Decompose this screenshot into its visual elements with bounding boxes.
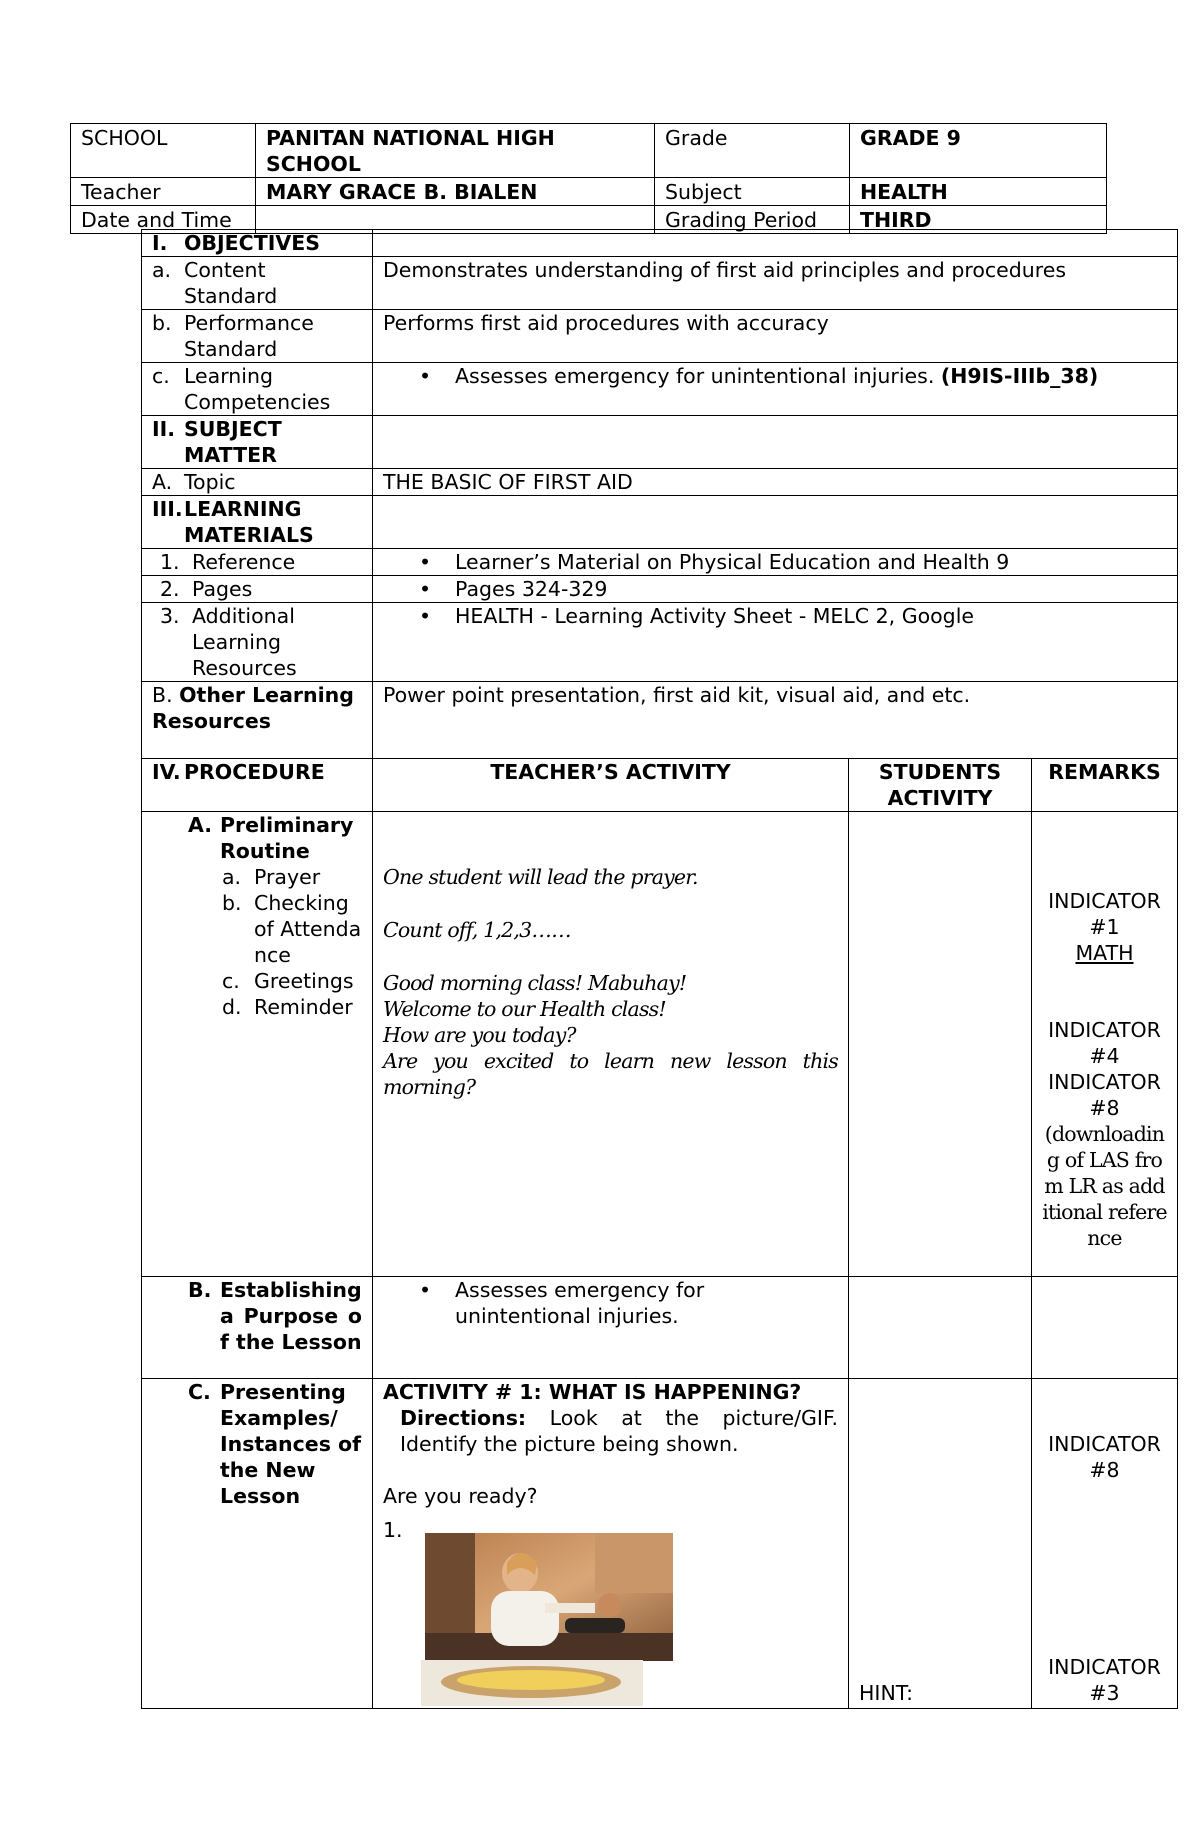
activity-directions: [383, 1405, 838, 1457]
section-b-title: Establishing a Purpose of the Lesson: [220, 1278, 362, 1354]
section-a-item: [222, 864, 362, 890]
remark-indicator-4: INDICATOR #4: [1048, 1018, 1161, 1068]
teacher-value: MARY GRACE B. BIALEN: [256, 178, 655, 206]
section-c-remarks: [1032, 1379, 1178, 1709]
section-a-item: [222, 994, 362, 1020]
section-c-label: [142, 1379, 373, 1709]
additional-value-text: • HEALTH - Learning Activity Sheet - MELC 2, Google: [455, 604, 975, 628]
section-c-num: C.: [188, 1380, 211, 1404]
section-c-title: Presenting Examples/ Instances of the New Lesson: [220, 1380, 362, 1508]
objectives-heading: [142, 230, 373, 257]
pages-label: [142, 576, 373, 603]
lesson-plan-table: [141, 229, 1178, 1709]
pages-value: [373, 576, 1178, 603]
school-value: PANITAN NATIONAL HIGH SCHOOL: [256, 124, 655, 178]
section-a-item-label: Reminder: [254, 995, 353, 1019]
subject-value: HEALTH: [850, 178, 1107, 206]
datetime-label: Date and Time: [71, 206, 256, 234]
subject-matter-text: SUBJECT MATTER: [184, 417, 282, 467]
additional-resources-value: [373, 603, 1178, 682]
remark-indicator-8-c: INDICATOR #8: [1048, 1432, 1161, 1482]
school-label: SCHOOL: [71, 124, 256, 178]
section-b-teacher-text: • Assesses emergency for unintentional injuries.: [455, 1278, 705, 1328]
content-standard-num: a.: [152, 258, 172, 282]
objectives-heading-text: OBJECTIVES: [184, 231, 320, 255]
section-c-teacher: [373, 1379, 849, 1709]
teacher-line: Count off, 1,2,3……: [383, 918, 571, 942]
section-a-items: [188, 864, 362, 1020]
header-table: [70, 123, 1107, 234]
section-b-remarks: [1032, 1277, 1178, 1379]
objectives-heading-num: I.: [152, 231, 168, 255]
bowl-photo: [421, 1660, 643, 1706]
teacher-line: Good morning class! Mabuhay!: [383, 971, 687, 995]
reference-num: 1.: [160, 550, 180, 574]
teacher-line: How are you today?: [383, 1023, 576, 1047]
subject-matter-blank: [373, 416, 1178, 469]
content-standard-label: [142, 257, 373, 310]
reference-text: Reference: [192, 550, 296, 574]
section-a-item-num: c.: [222, 969, 240, 993]
learning-materials-blank: [373, 496, 1178, 549]
section-a-item-num: b.: [222, 891, 242, 915]
section-a-item-label: Checking of Attendance: [254, 891, 362, 967]
content-standard-text: Content Standard: [184, 258, 278, 308]
remark-math: MATH: [1075, 941, 1134, 965]
kitchen-photo: [425, 1533, 673, 1661]
performance-standard-text: Performance Standard: [184, 311, 314, 361]
procedure-heading: [142, 759, 373, 812]
competencies-text-value: Assesses emergency for unintentional injuries.: [455, 364, 935, 388]
subject-label: Subject: [655, 178, 850, 206]
teacher-line: Are you excited to learn new lesson this morning?: [383, 1049, 838, 1099]
procedure-num: IV.: [152, 760, 181, 784]
activity-title: ACTIVITY # 1: WHAT IS HAPPENING?: [383, 1380, 802, 1404]
performance-standard-value: Performs first aid procedures with accuracy: [373, 310, 1178, 363]
competencies-text: Learning Competencies: [184, 364, 331, 414]
students-hint: HINT:: [859, 1681, 913, 1705]
content-standard-value: Demonstrates understanding of first aid principles and procedures: [373, 257, 1178, 310]
topic-text: Topic: [184, 470, 236, 494]
learning-materials-num: III.: [152, 497, 183, 521]
section-b-teacher: [373, 1277, 849, 1379]
directions-text: Look at the picture/GIF. Identify the picture being shown.: [400, 1406, 838, 1456]
teacher-line: One student will lead the prayer.: [383, 865, 698, 889]
topic-value: THE BASIC OF FIRST AID: [373, 469, 1178, 496]
section-a-item: [222, 968, 362, 994]
section-a-title: Preliminary Routine: [220, 813, 354, 863]
reference-label: [142, 549, 373, 576]
competencies-num: c.: [152, 364, 170, 388]
topic-num: A.: [152, 470, 173, 494]
section-c-students: [849, 1379, 1032, 1709]
period-value: THIRD: [850, 206, 1107, 234]
teacher-line: Welcome to our Health class!: [383, 997, 666, 1021]
section-a-item-num: d.: [222, 995, 242, 1019]
teacher-label: Teacher: [71, 178, 256, 206]
col-remarks: REMARKS: [1032, 759, 1178, 812]
additional-resources-label: [142, 603, 373, 682]
learning-materials-text: LEARNING MATERIALS: [184, 497, 314, 547]
section-a-remarks: [1032, 812, 1178, 1277]
pages-num: 2.: [160, 577, 180, 601]
competencies-code: (H9IS-IIIb_38): [940, 364, 1099, 388]
remark-indicator-8: INDICATOR #8: [1048, 1070, 1161, 1120]
objectives-heading-blank: [373, 230, 1178, 257]
section-b-students: [849, 1277, 1032, 1379]
reference-value: [373, 549, 1178, 576]
section-a-num: A.: [188, 813, 213, 837]
remark-indicator-3: INDICATOR #3: [1048, 1655, 1161, 1705]
section-a-label: [142, 812, 373, 1277]
grade-label: Grade: [655, 124, 850, 178]
remark-las-note: (downloading of LAS from LR as additional reference: [1042, 1122, 1167, 1250]
directions-label: Directions:: [400, 1406, 527, 1430]
ready-prompt: Are you ready?: [383, 1484, 538, 1508]
section-a-students: [849, 812, 1032, 1277]
col-teacher-activity: TEACHER’S ACTIVITY: [373, 759, 849, 812]
other-resources-label: [142, 682, 373, 759]
section-b-label: [142, 1277, 373, 1379]
other-resources-value: Power point presentation, first aid kit, visual aid, and etc.: [373, 682, 1178, 759]
section-a-teacher: [373, 812, 849, 1277]
other-resources-prefix: B.: [152, 683, 173, 707]
pages-text: Pages: [192, 577, 253, 601]
section-a-item: [222, 890, 362, 968]
additional-num: 3.: [160, 604, 180, 628]
subject-matter-heading: [142, 416, 373, 469]
performance-standard-label: [142, 310, 373, 363]
performance-standard-num: b.: [152, 311, 172, 335]
section-b-num: B.: [188, 1278, 212, 1302]
pages-value-text: • Pages 324-329: [455, 577, 608, 601]
other-resources-text: Other Learning Resources: [152, 683, 354, 733]
subject-matter-num: II.: [152, 417, 176, 441]
topic-label: [142, 469, 373, 496]
col-students-activity: STUDENTS ACTIVITY: [849, 759, 1032, 812]
learning-materials-heading: [142, 496, 373, 549]
section-a-item-label: Greetings: [254, 969, 354, 993]
picture-item-num: 1.: [383, 1518, 403, 1542]
reference-value-text: • Learner’s Material on Physical Education and Health 9: [455, 550, 1010, 574]
competencies-value: [373, 363, 1178, 416]
section-a-item-num: a.: [222, 865, 242, 889]
competencies-label: [142, 363, 373, 416]
remark-indicator-1: INDICATOR #1: [1048, 889, 1161, 939]
additional-text: Additional Learning Resources: [192, 604, 297, 680]
procedure-text: PROCEDURE: [184, 760, 325, 784]
period-label: Grading Period: [655, 206, 850, 234]
section-a-item-label: Prayer: [254, 865, 321, 889]
grade-value: GRADE 9: [850, 124, 1107, 178]
